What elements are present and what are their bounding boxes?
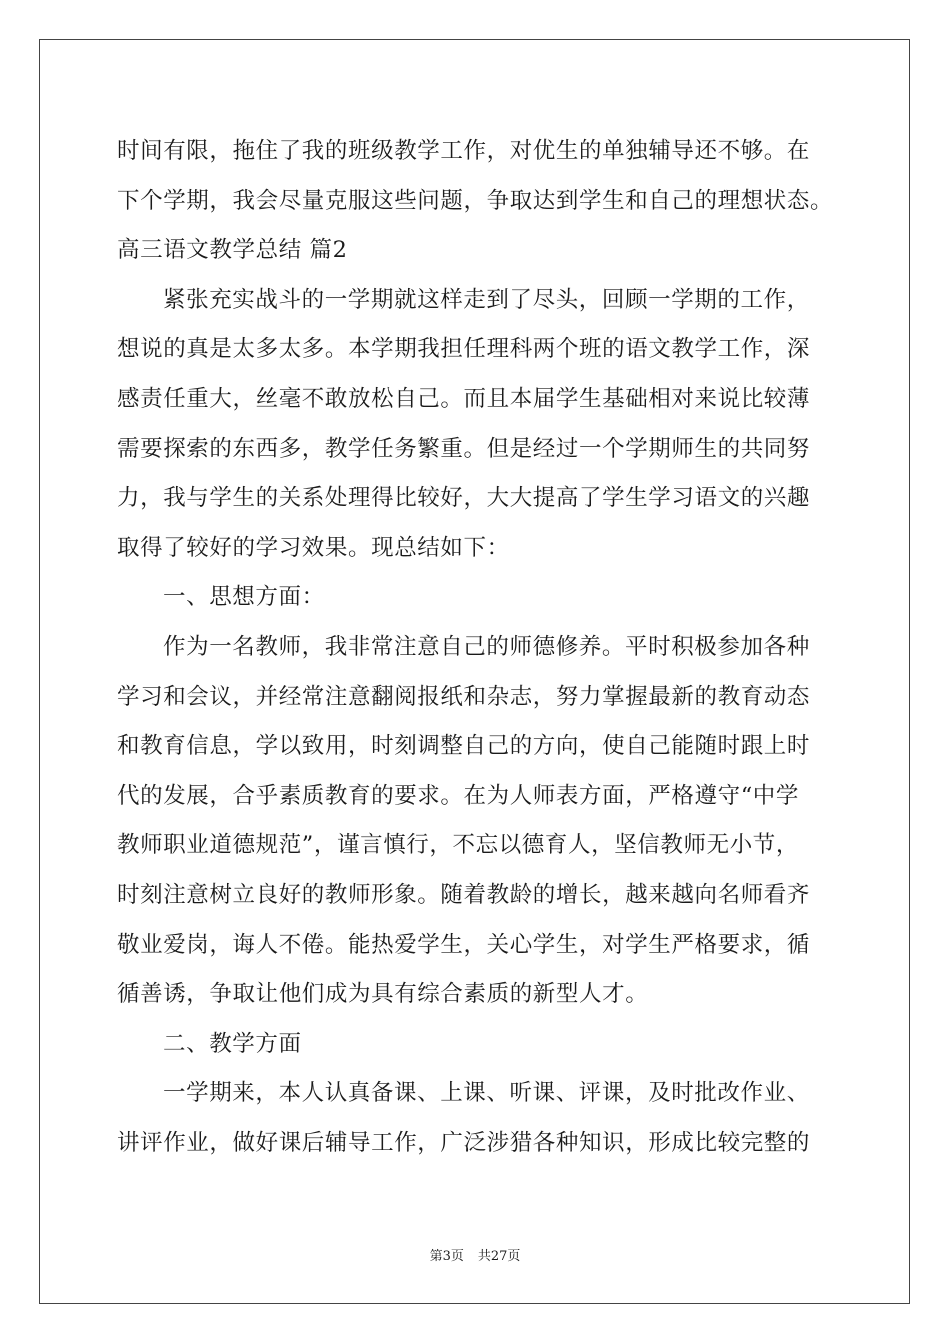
text-line: 敬业爱岗，诲人不倦。能热爱学生，关心学生，对学生严格要求，循 — [117, 931, 811, 958]
page-footer — [0, 1248, 950, 1266]
text-line: 需要探索的东西多，教学任务繁重。但是经过一个学期师生的共同努 — [117, 435, 811, 462]
text-line: 高三语文教学总结 篇2 — [117, 237, 348, 264]
text-line: 作为一名教师，我非常注意自己的师德修养。平时积极参加各种 — [163, 633, 810, 660]
text-line: 和教育信息，学以致用，时刻调整自己的方向，使自己能随时跟上时 — [117, 733, 811, 760]
text-line: 循善诱，争取让他们成为具有综合素质的新型人才。 — [117, 981, 649, 1008]
text-line: 教师职业道德规范”，谨言慎行，不忘以德育人，坚信教师无小节， — [117, 832, 800, 859]
text-line: 一、思想方面： — [163, 584, 325, 611]
document-body — [117, 127, 837, 1168]
text-line: 时刻注意树立良好的教师形象。随着教龄的增长，越来越向名师看齐 — [117, 881, 811, 908]
text-line: 讲评作业，做好课后辅导工作，广泛涉猎各种知识，形成比较完整的 — [117, 1129, 811, 1156]
text-line: 紧张充实战斗的一学期就这样走到了尽头，回顾一学期的工作， — [163, 286, 810, 313]
text-line: 代的发展，合乎素质教育的要求。在为人师表方面，严格遵守“中学 — [117, 782, 800, 809]
text-line: 时间有限，拖住了我的班级教学工作，对优生的单独辅导还不够。在 — [117, 138, 811, 164]
text-line: 下个学期，我会尽量克服这些问题，争取达到学生和自己的理想状态。 — [117, 187, 834, 214]
page-total: 共27页 — [477, 1249, 521, 1264]
page-number: 第3页 — [429, 1249, 464, 1264]
text-line: 二、教学方面 — [163, 1030, 302, 1057]
text-line: 感责任重大，丝毫不敢放松自己。而且本届学生基础相对来说比较薄 — [117, 385, 811, 412]
text-line: 一学期来，本人认真备课、上课、听课、评课，及时批改作业、 — [163, 1080, 810, 1107]
text-line: 想说的真是太多太多。本学期我担任理科两个班的语文教学工作，深 — [117, 336, 811, 363]
text-line: 学习和会议，并经常注意翻阅报纸和杂志，努力掌握最新的教育动态 — [117, 683, 811, 710]
text-line: 力，我与学生的关系处理得比较好，大大提高了学生学习语文的兴趣 — [117, 485, 811, 512]
text-line: 取得了较好的学习效果。现总结如下： — [117, 534, 510, 561]
